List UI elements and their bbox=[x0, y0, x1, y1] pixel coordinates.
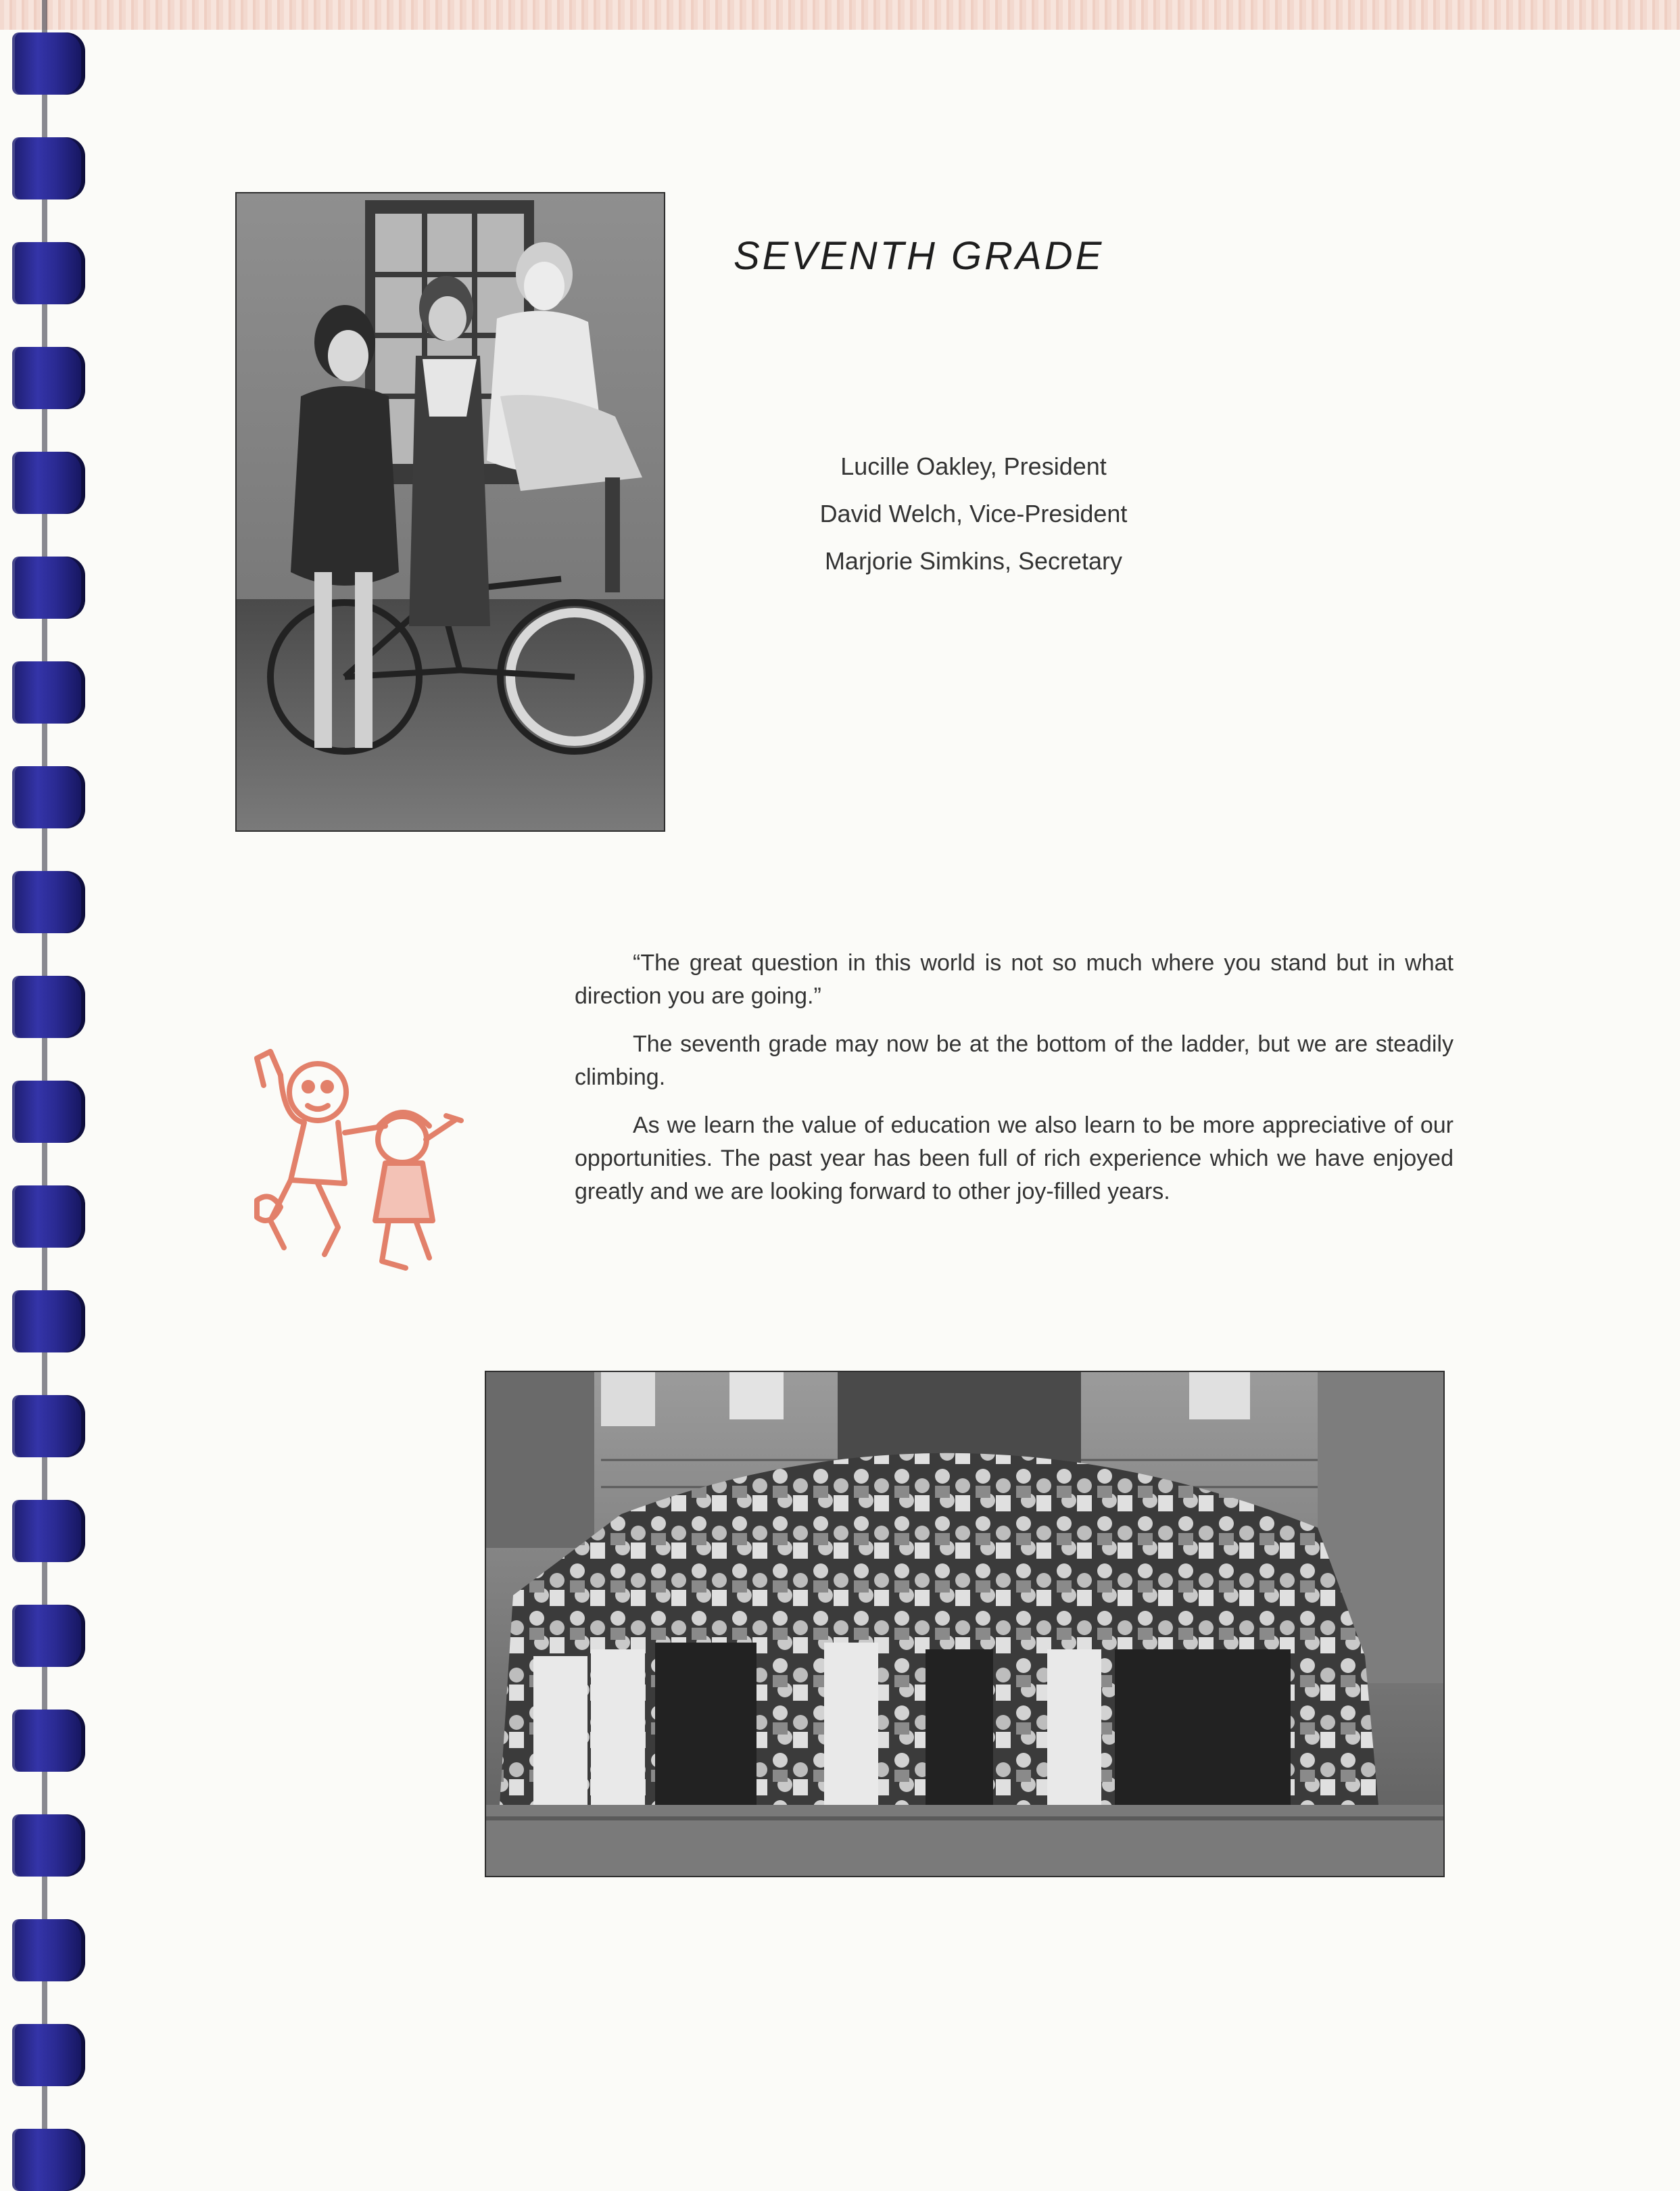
essay-quote: “The great question in this world is not so much where you stand but in what direction you are going.” bbox=[575, 950, 1454, 1009]
binding-coil bbox=[12, 1605, 85, 1667]
binding-coil bbox=[12, 242, 85, 304]
page-title: SEVENTH GRADE bbox=[734, 234, 1105, 278]
binding-coil bbox=[12, 1814, 85, 1877]
officer-secretary: Marjorie Simkins, Secretary bbox=[824, 547, 1123, 575]
binding-coil bbox=[12, 1290, 85, 1352]
officer-president: Lucille Oakley, President bbox=[840, 452, 1107, 480]
officers-photo bbox=[237, 193, 664, 830]
binding-coil bbox=[12, 452, 85, 514]
class-group-photo bbox=[486, 1372, 1443, 1876]
binding-coil bbox=[12, 1081, 85, 1143]
binding-coil bbox=[12, 976, 85, 1038]
officer-vice-president: David Welch, Vice-President bbox=[819, 500, 1128, 527]
binding-coil bbox=[12, 766, 85, 828]
children-running-sketch-icon bbox=[243, 1045, 473, 1278]
binding-coil bbox=[12, 557, 85, 619]
binding-coil bbox=[12, 1395, 85, 1457]
binding-coil bbox=[12, 2129, 85, 2191]
binding-coil bbox=[12, 1185, 85, 1248]
binding-coil bbox=[12, 1500, 85, 1562]
binding-coil bbox=[12, 1710, 85, 1772]
officers-list bbox=[784, 443, 1163, 585]
binding-coil bbox=[12, 661, 85, 724]
binding-coil bbox=[12, 32, 85, 95]
binding-coil bbox=[12, 1919, 85, 1981]
essay-paragraph-education: As we learn the value of education we also learn to be more appreciative of our opportunities. The past year has been full of rich experience which we have enjoyed greatly and we are looking forward to other joy-filled years. bbox=[575, 1112, 1454, 1204]
paper-top-edge bbox=[0, 0, 1680, 30]
essay-paragraph-ladder: The seventh grade may now be at the bottom of the ladder, but we are steadily climbing. bbox=[575, 1031, 1454, 1090]
class-essay bbox=[575, 947, 1454, 1223]
binding-coil bbox=[12, 871, 85, 933]
binding-coil bbox=[12, 2024, 85, 2086]
binding-coil bbox=[12, 347, 85, 409]
spiral-binding bbox=[0, 0, 95, 2173]
binding-coil bbox=[12, 137, 85, 199]
